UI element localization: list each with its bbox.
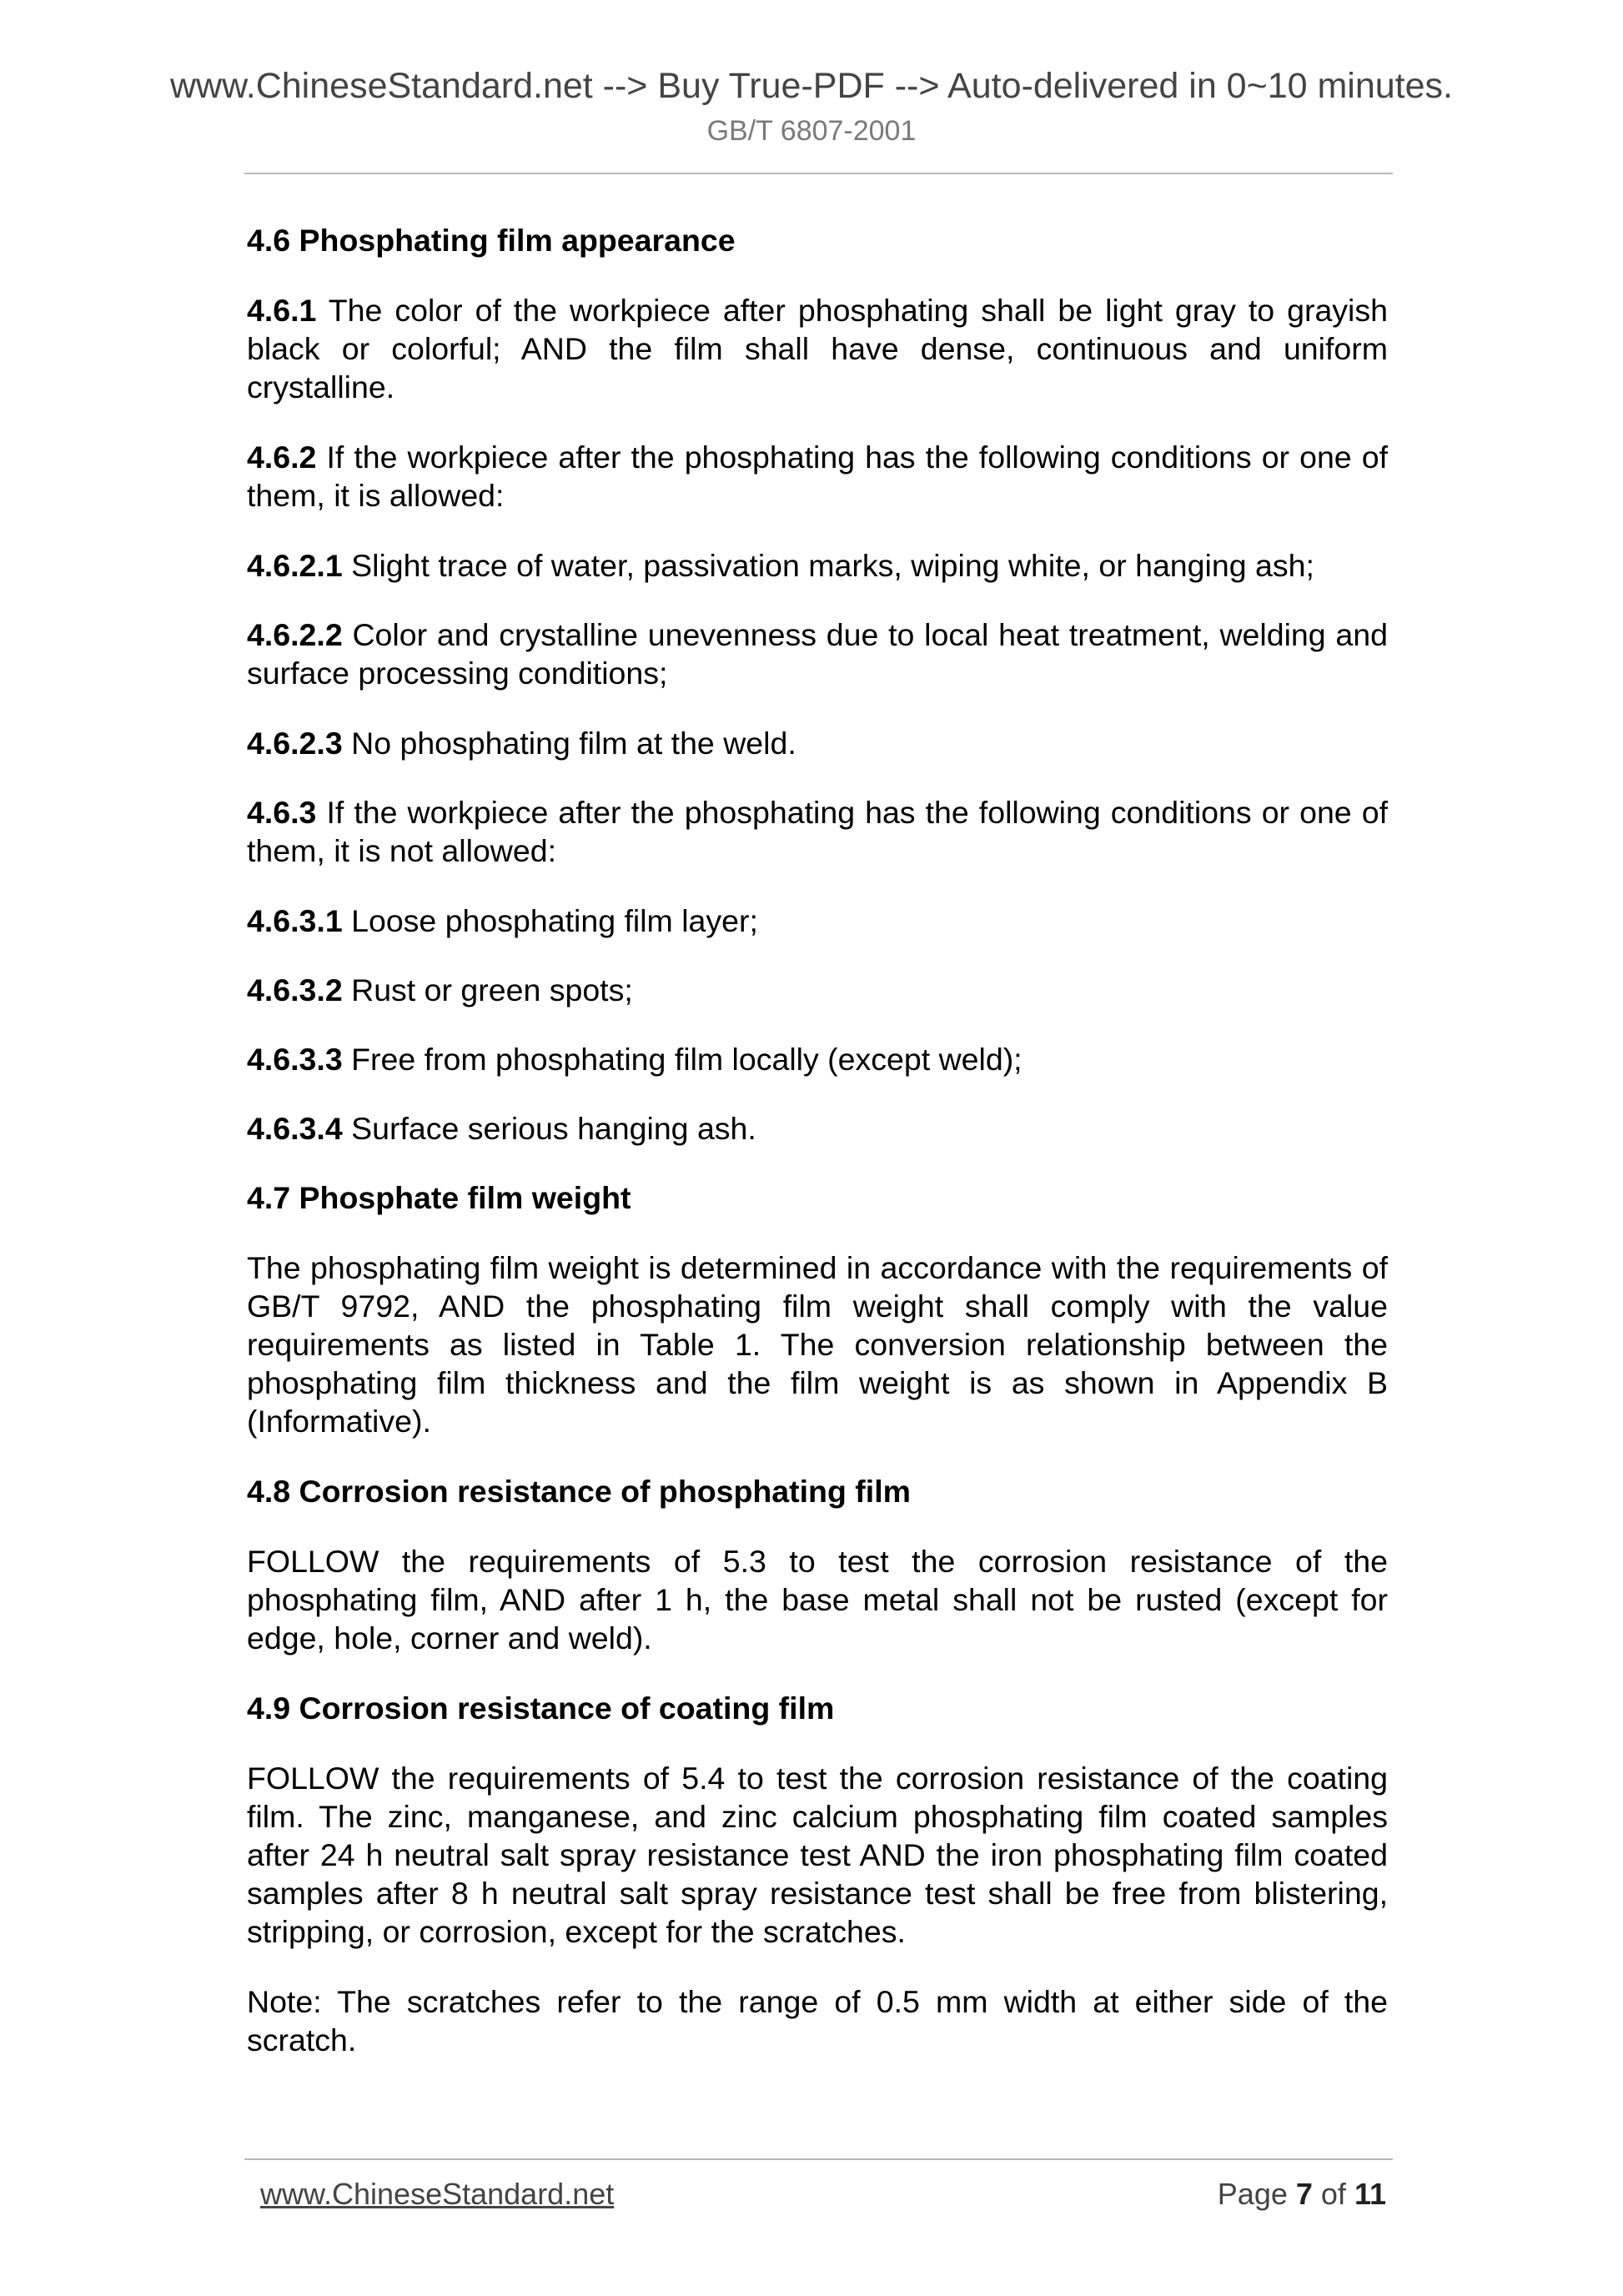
section-body-4-7: The phosphating film weight is determined in accordance with the requirements of GB/T 9792, AND the phosphating film weight shall comply with the value requirements as listed in Table 1. The conversion relationship between the phosphating film thickness and the film weight is as shown in Appendix B (Informative). <box>247 1250 1388 1439</box>
clause-text: If the workpiece after the phosphating has the following conditions or one of them, it is allowed: <box>247 440 1388 513</box>
footer-divider <box>244 2158 1393 2160</box>
clause-text: Color and crystalline unevenness due to local heat treatment, welding and surface processing conditions; <box>247 617 1388 691</box>
note-scratches: Note: The scratches refer to the range of 0.5 mm width at either side of the scratch. <box>247 1984 1388 2057</box>
clause-number: 4.6.2.1 <box>247 548 343 583</box>
page-total: 11 <box>1354 2177 1386 2211</box>
clause-number: 4.6.2 <box>247 440 317 475</box>
page-number <box>1218 2176 1386 2213</box>
clause-number: 4.6.2.3 <box>247 726 343 761</box>
page-header <box>0 65 1623 148</box>
section-heading-4-7: 4.7 Phosphate film weight <box>247 1180 631 1215</box>
section-heading-4-6: 4.6 Phosphating film appearance <box>247 223 736 258</box>
clause-text: No phosphating film at the weld. <box>342 726 796 761</box>
footer-website-link[interactable]: www.ChineseStandard.net <box>260 2177 615 2211</box>
clause-4-6-2 <box>247 438 1388 515</box>
section-body-4-8: FOLLOW the requirements of 5.3 to test the corrosion resistance of the phosphating film, AND after 1 h, the base metal shall not be rusted (except for edge, hole, corner and weld). <box>247 1544 1388 1655</box>
clause-4-6-3-4 <box>247 1109 1388 1148</box>
clause-number: 4.6.1 <box>247 293 317 328</box>
clause-number: 4.6.3.1 <box>247 903 343 938</box>
clause-number: 4.6.3 <box>247 795 317 830</box>
clause-number: 4.6.3.2 <box>247 972 343 1007</box>
clause-text: If the workpiece after the phosphating has the following conditions or one of them, it is not allowed: <box>247 795 1388 868</box>
clause-4-6-3-1 <box>247 902 1388 940</box>
clause-4-6-1 <box>247 291 1388 406</box>
clause-number: 4.6.2.2 <box>247 617 343 652</box>
document-code: GB/T 6807-2001 <box>706 115 917 147</box>
clause-4-6-2-1 <box>247 546 1388 585</box>
section-body-4-9: FOLLOW the requirements of 5.4 to test the corrosion resistance of the coating film. The zinc, manganese, and zinc calcium phosphating film coated samples after 24 h neutral salt spray resistance test AND the iron phosphating film coated samples after 8 h neutral salt spray resistance test shall be free from blistering, stripping, or corrosion, except for the scratches. <box>247 1761 1388 1949</box>
clause-number: 4.6.3.3 <box>247 1042 343 1077</box>
clause-text: Loose phosphating film layer; <box>342 903 758 938</box>
page-prefix: Page <box>1217 2177 1296 2211</box>
document-body <box>247 221 1388 2091</box>
clause-text: Rust or green spots; <box>342 972 633 1007</box>
page-current: 7 <box>1295 2177 1313 2211</box>
header-title: www.ChineseStandard.net --> Buy True-PDF --> Auto-delivered in 0~10 minutes. <box>169 66 1453 106</box>
clause-text: Free from phosphating film locally (except weld); <box>342 1042 1023 1077</box>
clause-4-6-3 <box>247 793 1388 870</box>
section-heading-4-8: 4.8 Corrosion resistance of phosphating film <box>247 1474 911 1509</box>
clause-4-6-2-3 <box>247 724 1388 762</box>
clause-text: The color of the workpiece after phosphating shall be light gray to grayish black or colorful; AND the film shall have dense, continuous and uniform crystalline. <box>247 293 1388 404</box>
clause-4-6-2-2 <box>247 615 1388 692</box>
clause-text: Surface serious hanging ash. <box>342 1111 756 1146</box>
clause-text: Slight trace of water, passivation marks, wiping white, or hanging ash; <box>342 548 1314 583</box>
page-of: of <box>1312 2177 1354 2211</box>
clause-4-6-3-3 <box>247 1040 1388 1078</box>
header-divider <box>244 173 1393 174</box>
section-heading-4-9: 4.9 Corrosion resistance of coating film <box>247 1691 835 1726</box>
clause-4-6-3-2 <box>247 971 1388 1009</box>
clause-number: 4.6.3.4 <box>247 1111 343 1146</box>
